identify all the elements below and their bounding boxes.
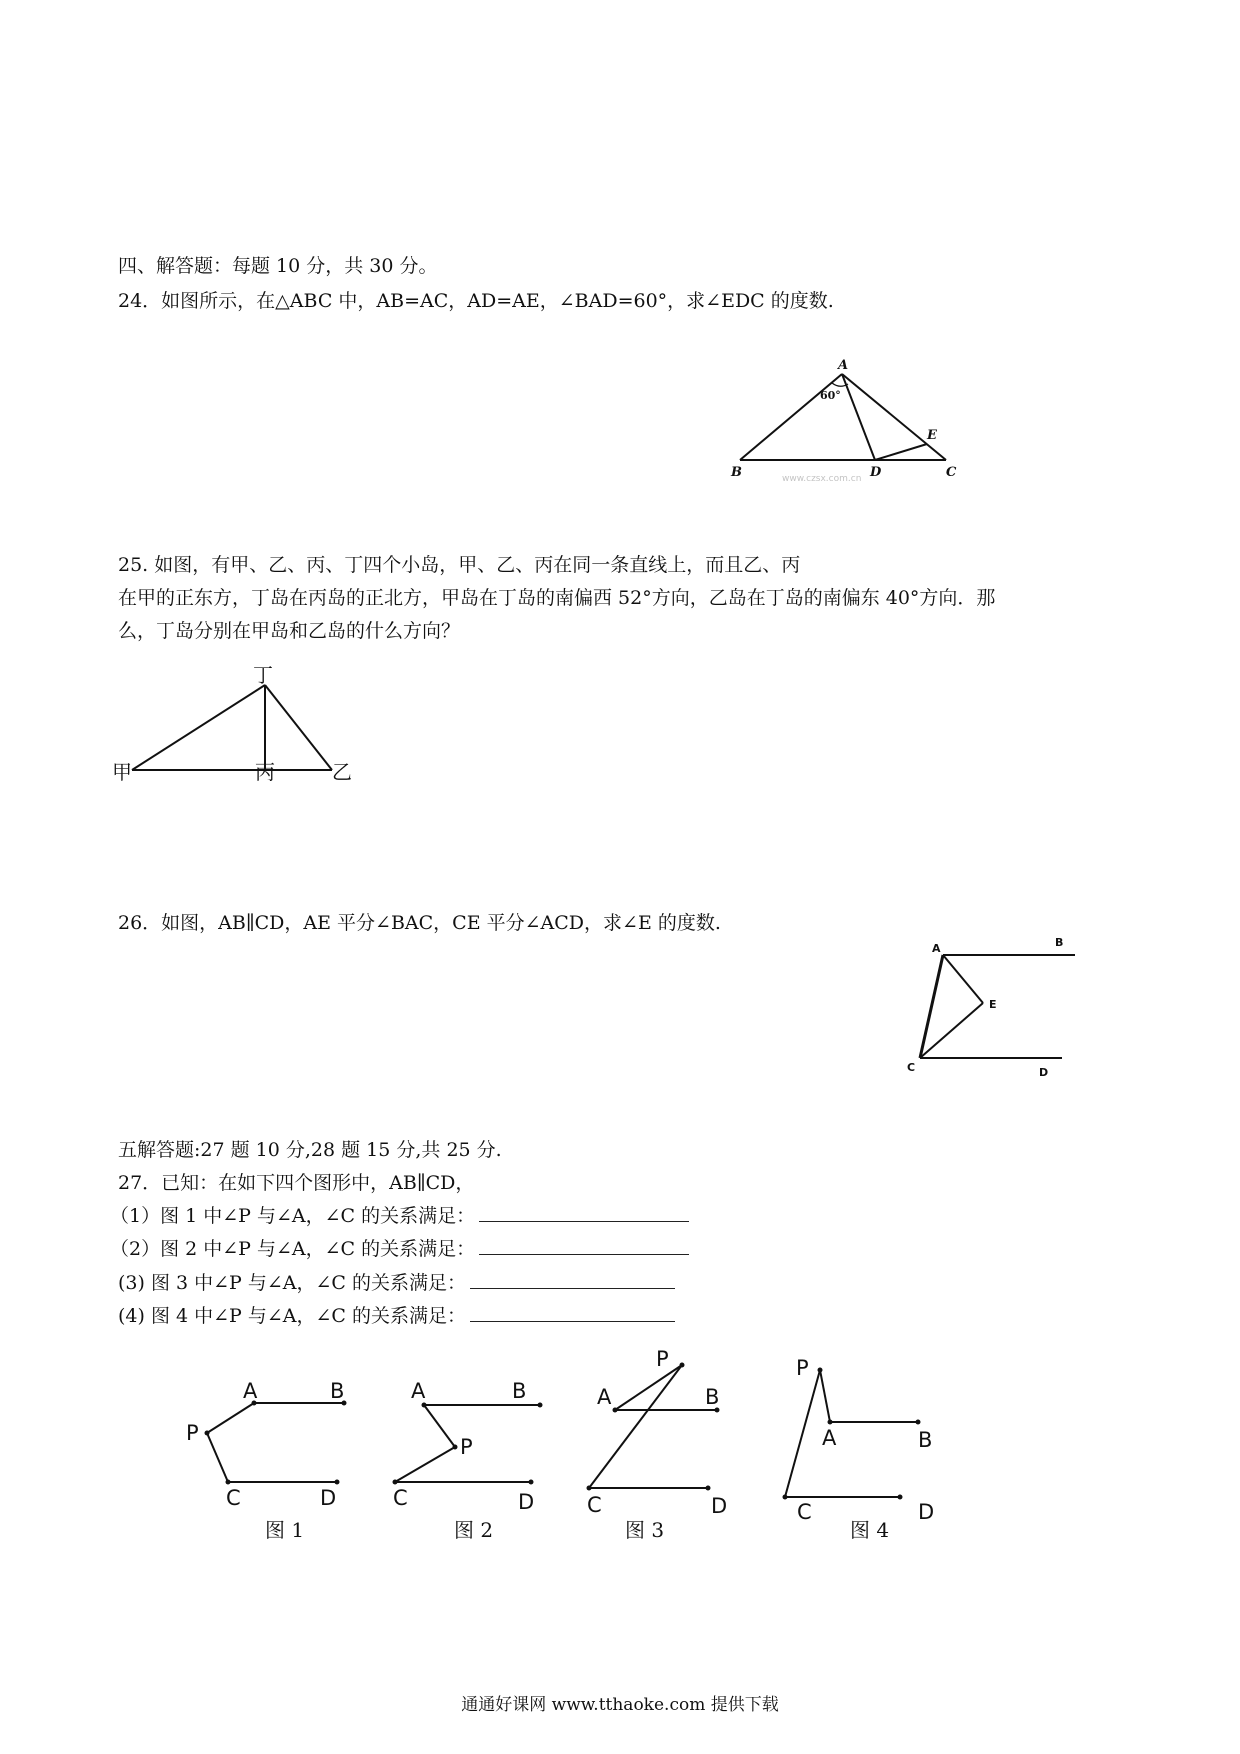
answer-blank-2[interactable] <box>479 1236 689 1255</box>
figure-25 <box>110 655 370 795</box>
answer-blank-3[interactable] <box>470 1270 675 1289</box>
section5-heading: 五解答题:27 题 10 分,28 题 15 分,共 25 分. <box>118 1139 502 1161</box>
caption-fig2: 图 2 <box>454 1518 494 1542</box>
sub3-text: (3) 图 3 中∠P 与∠A，∠C 的关系满足： <box>118 1272 467 1294</box>
fig25-label-bing: 丙 <box>255 760 275 784</box>
question-25-line1: 25. 如图，有甲、乙、丙、丁四个小岛，甲、乙、丙在同一条直线上，而且乙、丙 <box>118 554 801 576</box>
sub2-text: （2）图 2 中∠P 与∠A，∠C 的关系满足： <box>110 1238 476 1260</box>
caption-fig4: 图 4 <box>850 1518 890 1542</box>
question-25-line2: 在甲的正东方，丁岛在丙岛的正北方，甲岛在丁岛的南偏西 52°方向，乙岛在丁岛的南偏东 40°方向．那 <box>118 587 996 609</box>
fig25-label-ding: 丁 <box>253 663 273 687</box>
fig26-label-c: C <box>907 1061 916 1074</box>
fig3-label-b: B <box>705 1385 720 1409</box>
fig3-label-d: D <box>711 1494 728 1518</box>
section4-heading: 四、解答题：每题 10 分，共 30 分。 <box>118 255 438 277</box>
figure-26 <box>895 930 1085 1080</box>
sub1-text: （1）图 1 中∠P 与∠A，∠C 的关系满足： <box>110 1205 476 1227</box>
fig2-label-p: P <box>460 1435 473 1459</box>
fig26-label-d: D <box>1039 1066 1049 1079</box>
answer-blank-1[interactable] <box>479 1203 689 1222</box>
fig24-label-a: A <box>838 358 849 373</box>
fig1-label-b: B <box>330 1379 345 1403</box>
question-27-sub1 <box>110 1203 689 1228</box>
figure-24 <box>720 355 980 485</box>
fig4-label-p: P <box>796 1356 809 1380</box>
fig2-label-b: B <box>512 1379 527 1403</box>
question-27-sub2 <box>110 1236 689 1261</box>
fig2-label-a: A <box>411 1379 426 1403</box>
question-26: 26．如图，AB∥CD，AE 平分∠BAC，CE 平分∠ACD，求∠E 的度数. <box>118 912 721 934</box>
fig4-label-a: A <box>822 1426 837 1450</box>
answer-blank-4[interactable] <box>470 1303 675 1322</box>
figures-27 <box>0 1330 1240 1550</box>
fig1-label-c: C <box>226 1486 241 1510</box>
caption-fig3: 图 3 <box>625 1518 665 1542</box>
footer-download-note: 通通好课网 www.tthaoke.com 提供下载 <box>461 1695 779 1715</box>
fig2-label-d: D <box>518 1490 535 1514</box>
question-25-line3: 么，丁岛分别在甲岛和乙岛的什么方向？ <box>118 620 461 642</box>
question-27: 27．已知：在如下四个图形中，AB∥CD， <box>118 1172 475 1194</box>
fig24-watermark: www.czsx.com.cn <box>782 474 862 484</box>
fig26-label-e: E <box>989 998 997 1011</box>
fig25-label-jia: 甲 <box>112 760 132 784</box>
question-24: 24．如图所示，在△ABC 中，AB=AC，AD=AE，∠BAD=60°，求∠EDC 的度数. <box>118 290 834 312</box>
fig3-label-c: C <box>587 1493 602 1517</box>
fig26-label-b: B <box>1055 936 1064 949</box>
fig4-label-d: D <box>918 1500 935 1524</box>
caption-fig1: 图 1 <box>265 1518 305 1542</box>
fig1-label-p: P <box>186 1421 199 1445</box>
fig4-label-c: C <box>797 1500 812 1524</box>
fig1-label-a: A <box>243 1379 258 1403</box>
fig24-label-d: D <box>870 465 882 480</box>
fig3-label-p: P <box>656 1347 669 1371</box>
fig24-label-c: C <box>946 465 957 480</box>
question-27-sub3 <box>118 1270 675 1295</box>
fig3-label-a: A <box>597 1385 612 1409</box>
sub4-text: (4) 图 4 中∠P 与∠A，∠C 的关系满足： <box>118 1305 467 1327</box>
fig1-label-d: D <box>320 1486 337 1510</box>
fig2-label-c: C <box>393 1486 408 1510</box>
fig26-label-a: A <box>932 942 941 955</box>
fig4-label-b: B <box>918 1428 933 1452</box>
fig25-label-yi: 乙 <box>332 760 352 784</box>
fig24-label-e: E <box>927 428 937 443</box>
fig24-angle-label: 60° <box>820 389 841 402</box>
fig24-label-b: B <box>731 465 742 480</box>
question-27-sub4 <box>118 1303 675 1328</box>
